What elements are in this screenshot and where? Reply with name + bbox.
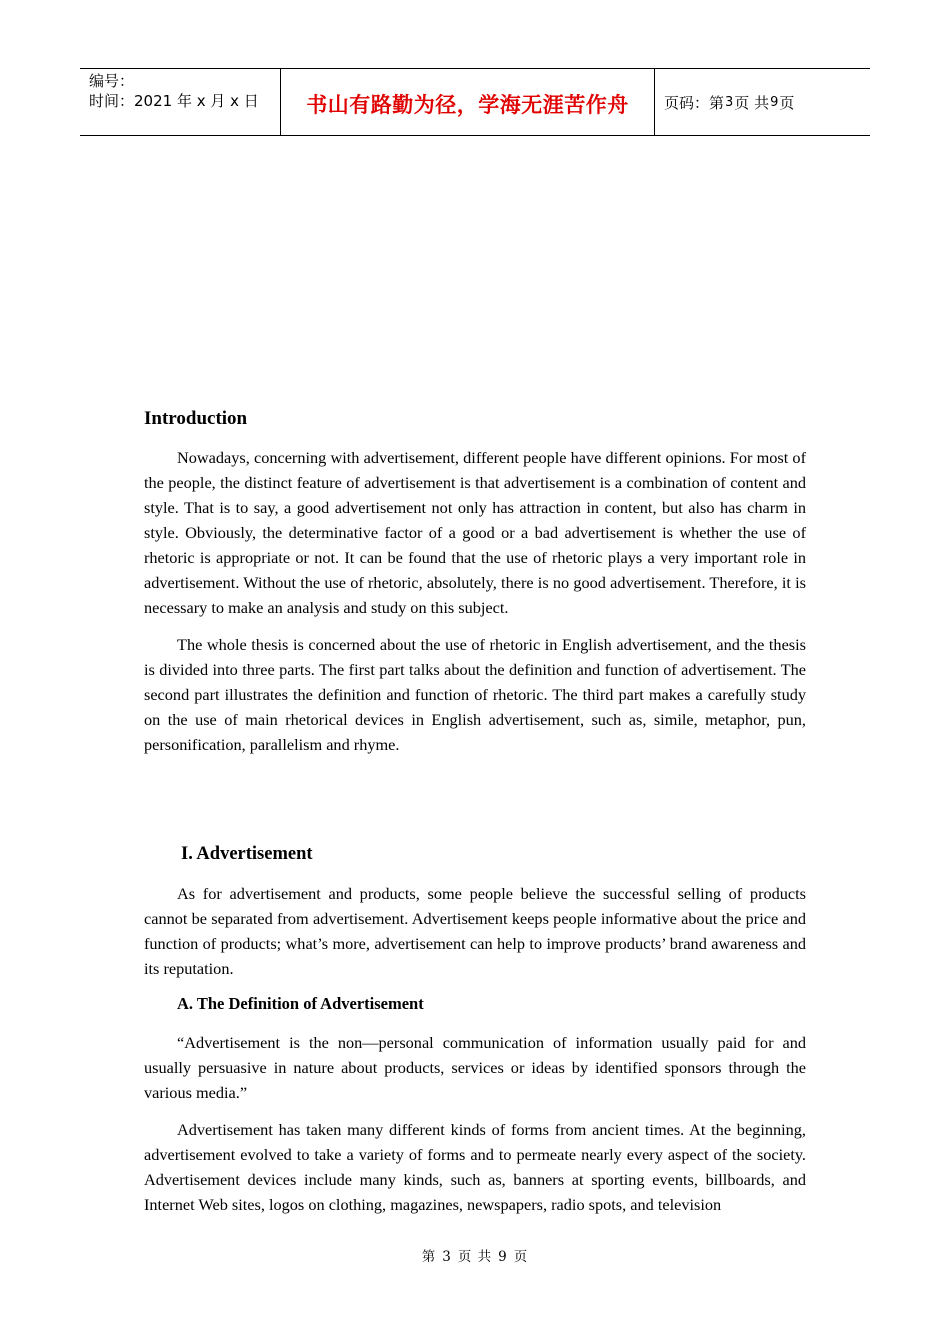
page-footer bbox=[0, 1245, 950, 1265]
number-label: 编号： bbox=[89, 72, 135, 90]
header-meta bbox=[80, 69, 281, 135]
header-page-info bbox=[655, 69, 870, 135]
footer-prefix: 第 bbox=[421, 1249, 437, 1265]
section1-paragraph: As for advertisement and products, some people believe the successful selling of products cannot be separated from advertisement. Advertisement keeps people informative about the price and function of products; what’s more, advertisement can help to improve products’ brand awareness and its reputation. bbox=[144, 884, 806, 978]
footer-current: 3 bbox=[442, 1249, 452, 1265]
footer-total: 9 bbox=[498, 1249, 508, 1265]
section-heading-advertisement: I. Advertisement bbox=[181, 844, 313, 864]
definition-quote-paragraph: “Advertisement is the non—personal communication of information usually paid for and usually persuasive in nature about products, services or ideas by identified sponsors through the various media.” bbox=[144, 1033, 806, 1102]
footer-mid: 页 共 bbox=[457, 1249, 493, 1265]
page-header bbox=[80, 68, 870, 136]
header-motto: 书山有路勤为径，学海无涯苦作舟 bbox=[306, 93, 629, 117]
definition-forms-paragraph: Advertisement has taken many different kinds of forms from ancient times. At the beginning, advertisement evolved to take a variety of forms and to permeate nearly every aspect of the society. Advertisement devices include many kinds, such as, banners at sporting events, billboards, and Internet Web sites, logos on clothing, magazines, newspapers, radio spots, and television bbox=[144, 1120, 806, 1214]
time-label: 时间：2021 年 x 月 x 日 bbox=[89, 92, 259, 110]
page-mid: 页 共 bbox=[734, 93, 770, 112]
page-total: 9 bbox=[770, 94, 779, 110]
page-current: 3 bbox=[725, 94, 734, 110]
header-motto-cell bbox=[281, 69, 655, 135]
intro-paragraph-1: Nowadays, concerning with advertisement, different people have different opinions. For most of the people, the distinct feature of advertisement is that advertisement is a combination of content and style. That is to say, a good advertisement not only has attraction in content, but also has charm in style. Obviously, the determinative factor of a good or a bad advertisement is whether the use of rhetoric is appropriate or not. It can be found that the use of rhetoric plays a very important role in advertisement. Without the use of rhetoric, absolutely, there is no good advertisement. Therefore, it is necessary to make an analysis and study on this subject. bbox=[144, 448, 806, 617]
footer-suffix: 页 bbox=[513, 1249, 529, 1265]
page-prefix: 页码：第 bbox=[664, 93, 725, 112]
page-suffix: 页 bbox=[779, 93, 795, 112]
subsection-heading-definition: A. The Definition of Advertisement bbox=[177, 994, 424, 1013]
intro-paragraph-2: The whole thesis is concerned about the use of rhetoric in English advertisement, and the thesis is divided into three parts. The first part talks about the definition and function of advertisement. The second part illustrates the definition and function of rhetoric. The third part makes a carefully study on the use of main rhetorical devices in English advertisement, such as, simile, metaphor, pun, personification, parallelism and rhyme. bbox=[144, 635, 806, 754]
intro-heading: Introduction bbox=[144, 408, 248, 429]
